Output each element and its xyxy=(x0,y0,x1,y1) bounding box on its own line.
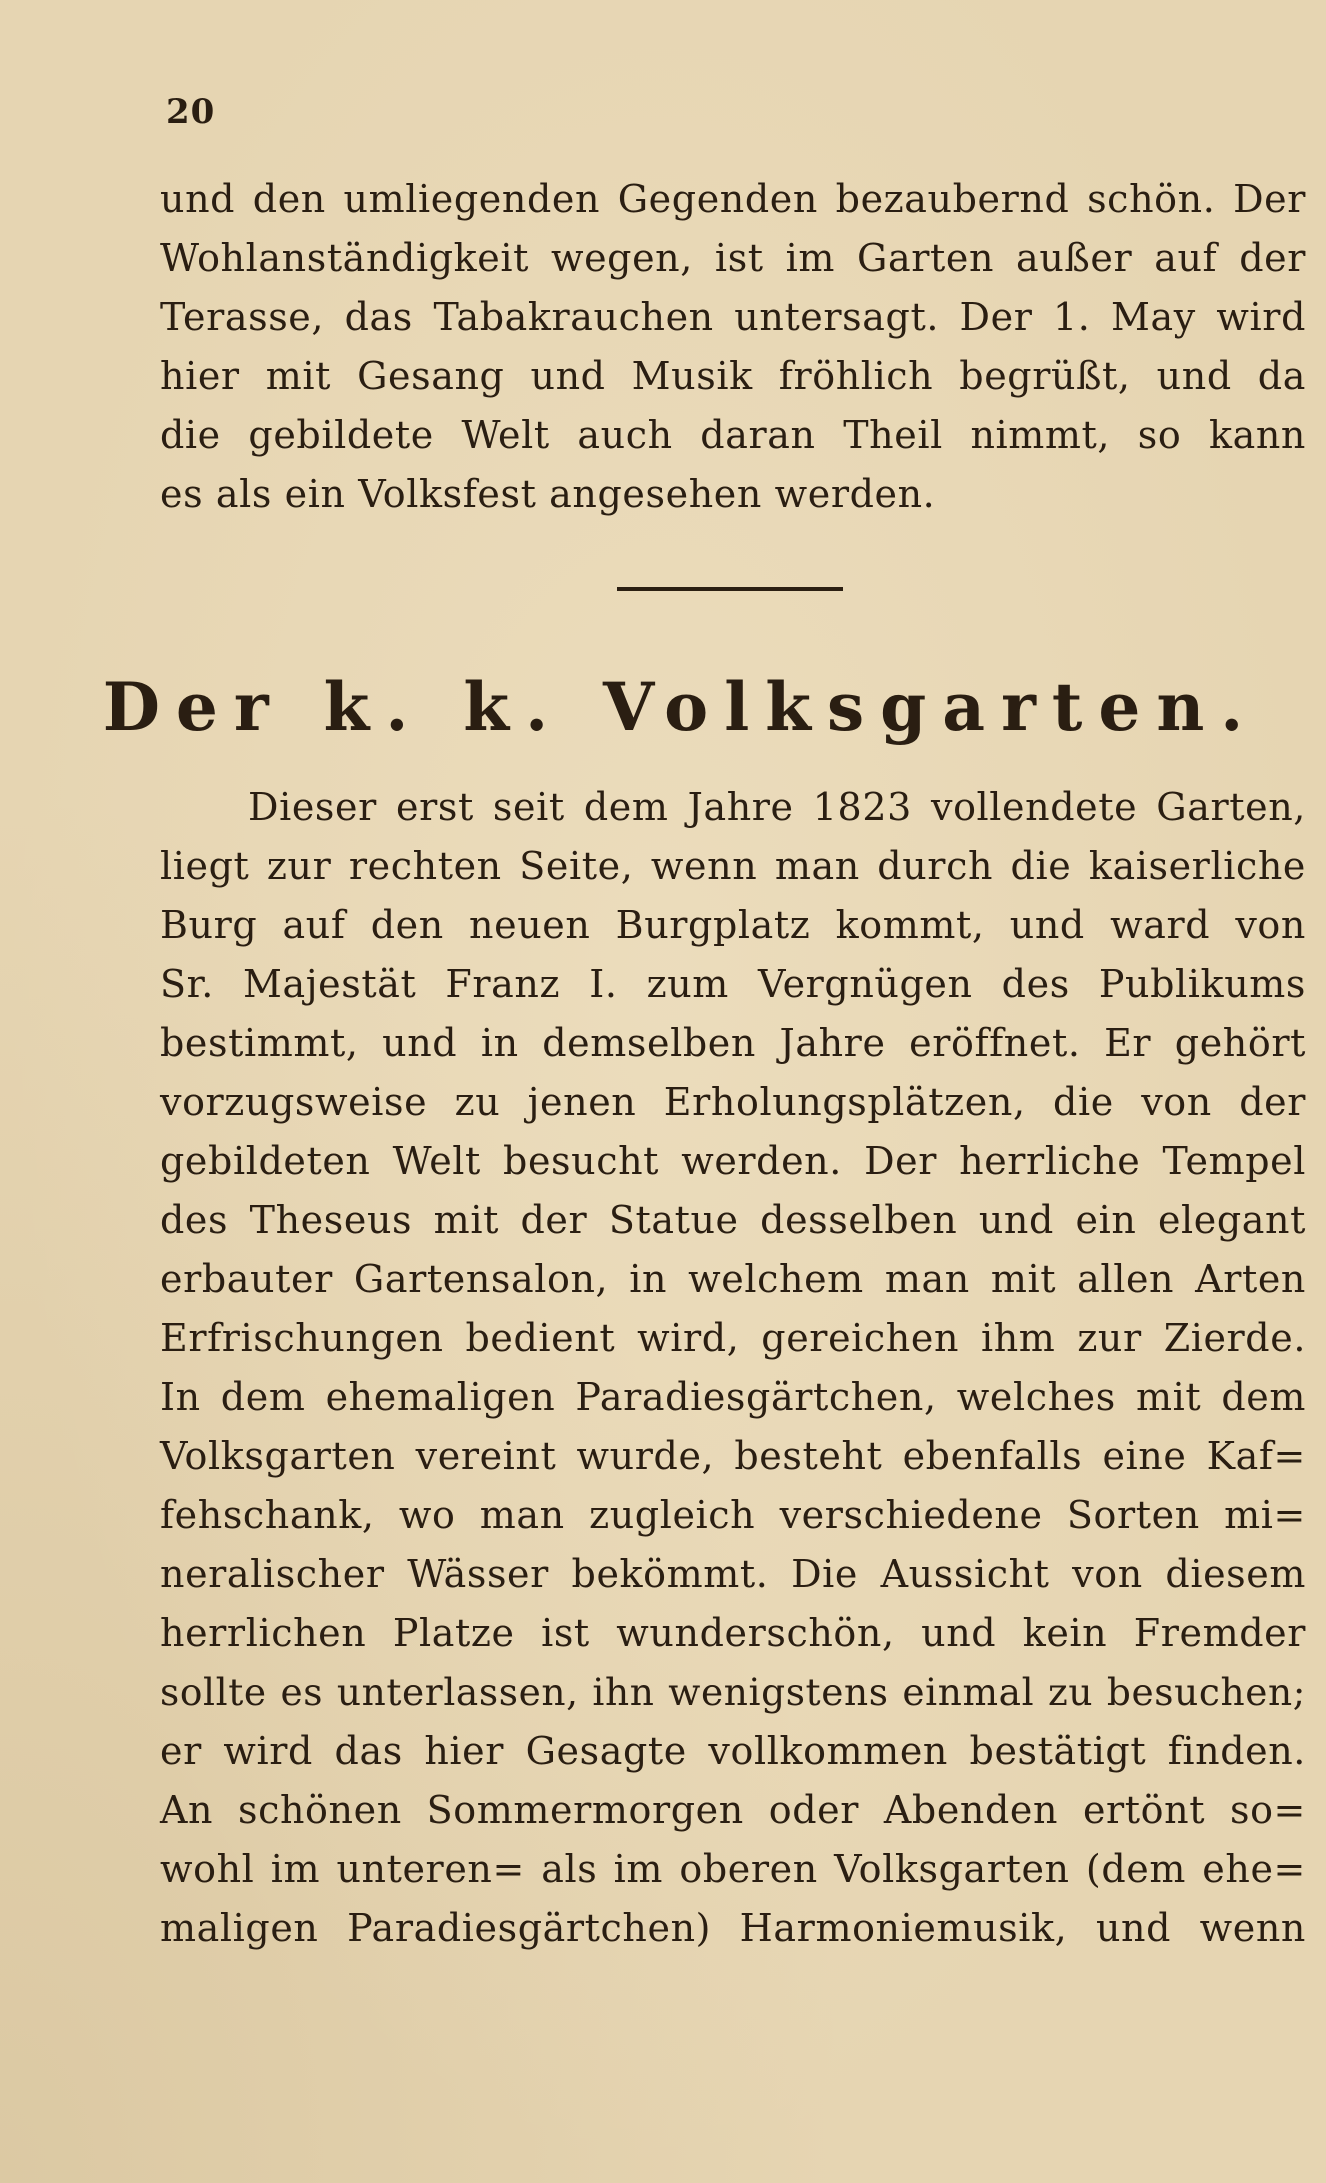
text-line: Burg auf den neuen Burgplatz kommt, und ward von xyxy=(160,903,1306,947)
text-line: bestimmt, und in demselben Jahre eröffnet. Er gehört xyxy=(160,1021,1306,1065)
text-line: liegt zur rechten Seite, wenn man durch die kaiserliche xyxy=(160,844,1306,888)
text-line: Wohlanständigkeit wegen, ist im Garten außer auf der xyxy=(160,236,1306,280)
text-line: In dem ehemaligen Paradiesgärtchen, welches mit dem xyxy=(160,1375,1306,1419)
paragraph-volksgarten xyxy=(160,778,1306,1958)
text-line: gebildeten Welt besucht werden. Der herrliche Tempel xyxy=(160,1139,1306,1183)
text-line: die gebildete Welt auch daran Theil nimmt, so kann xyxy=(160,413,1306,457)
text-line: hier mit Gesang und Musik fröhlich begrüßt, und da xyxy=(160,354,1306,398)
text-line: maligen Paradiesgärtchen) Harmoniemusik, und wenn xyxy=(160,1906,1306,1950)
text-line: Terasse, das Tabakrauchen untersagt. Der 1. May wird xyxy=(160,295,1306,339)
text-line: Sr. Majestät Franz I. zum Vergnügen des Publikums xyxy=(160,962,1306,1006)
text-line: es als ein Volksfest angesehen werden. xyxy=(160,472,936,516)
text-line: Erfrischungen bedient wird, gereichen ihm zur Zierde. xyxy=(160,1316,1306,1360)
text-line: fehschank, wo man zugleich verschiedene Sorten mi= xyxy=(160,1493,1306,1537)
text-line: neralischer Wässer bekömmt. Die Aussicht von diesem xyxy=(160,1552,1306,1596)
text-line: erbauter Gartensalon, in welchem man mit allen Arten xyxy=(160,1257,1306,1301)
section-divider xyxy=(617,587,843,591)
section-heading: Der k. k. Volksgarten. xyxy=(102,668,1260,746)
text-line: des Theseus mit der Statue desselben und ein elegant xyxy=(160,1198,1306,1242)
page-number: 20 xyxy=(166,92,216,132)
text-line: An schönen Sommermorgen oder Abenden ertönt so= xyxy=(160,1788,1306,1832)
text-line: wohl im unteren= als im oberen Volksgarten (dem ehe= xyxy=(160,1847,1306,1891)
text-line: Dieser erst seit dem Jahre 1823 vollendete Garten, xyxy=(248,785,1306,829)
text-line: sollte es unterlassen, ihn wenigstens einmal zu besuchen; xyxy=(160,1670,1306,1714)
paragraph-garden-terrace xyxy=(160,170,1306,524)
text-line: Volksgarten vereint wurde, besteht ebenfalls eine Kaf= xyxy=(160,1434,1306,1478)
text-line: herrlichen Platze ist wunderschön, und kein Fremder xyxy=(160,1611,1306,1655)
text-line: vorzugsweise zu jenen Erholungsplätzen, die von der xyxy=(160,1080,1306,1124)
text-line: und den umliegenden Gegenden bezaubernd schön. Der xyxy=(160,177,1306,221)
text-line: er wird das hier Gesagte vollkommen bestätigt finden. xyxy=(160,1729,1306,1773)
